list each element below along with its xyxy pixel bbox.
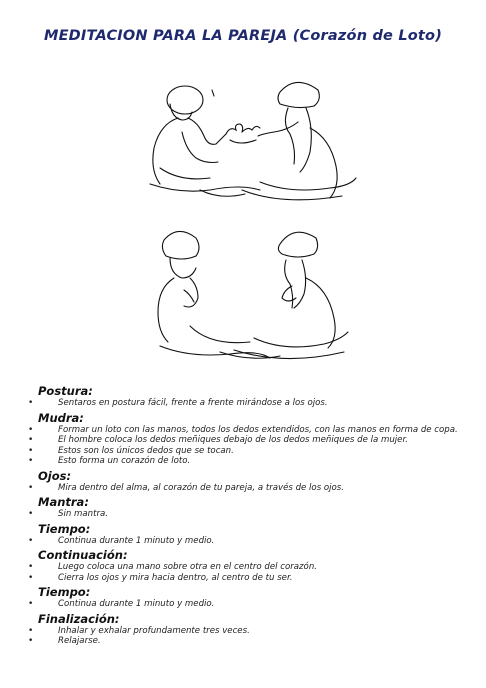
instructions: [28, 382, 468, 647]
section-heading: Continuación:: [38, 548, 128, 562]
section-continuacion: [28, 548, 468, 583]
section-heading: Finalización:: [38, 611, 120, 626]
section-mudra: [28, 411, 468, 467]
section-heading: Tiempo:: [38, 521, 91, 536]
list-item: • Relajarse.: [28, 636, 468, 647]
section-heading: Mantra:: [38, 495, 89, 509]
list-item: • Luego coloca una mano sobre otra en el centro del corazón.: [28, 562, 468, 573]
list-item: • Estos son los únicos dedos que se tocan.: [28, 446, 468, 457]
section-heading: Ojos:: [38, 468, 72, 483]
list-item: • Continua durante 1 minuto y medio.: [28, 599, 468, 610]
section-heading: Mudra:: [38, 410, 84, 425]
section-tiempo-2: [28, 585, 468, 610]
list-item: • Formar un loto con las manos, todos los dedos extendidos, con las manos en forma de copa.: [28, 425, 468, 436]
list-item: • Inhalar y exhalar profundamente tres veces.: [28, 626, 468, 637]
section-ojos: [28, 469, 468, 494]
list-item: • Continua durante 1 minuto y medio.: [28, 536, 468, 547]
list-item: • Sentaros en postura fácil, frente a frente mirándose a los ojos.: [28, 398, 468, 409]
heart-center-illustration: [130, 222, 370, 372]
list-item: • Esto forma un corazón de loto.: [28, 456, 468, 467]
lotus-mudra-illustration: [130, 72, 370, 212]
list-item: • Sin mantra.: [28, 509, 468, 520]
section-mantra: [28, 495, 468, 520]
section-finalizacion: [28, 612, 468, 647]
section-tiempo: [28, 522, 468, 547]
list-item: • El hombre coloca los dedos meñiques debajo de los dedos meñiques de la mujer.: [28, 435, 468, 446]
list-item: • Mira dentro del alma, al corazón de tu pareja, a través de los ojos.: [28, 483, 468, 494]
section-postura: [28, 384, 468, 409]
section-heading: Tiempo:: [38, 585, 91, 599]
page-title: MEDITACION PARA LA PAREJA (Corazón de Loto): [43, 28, 443, 44]
section-heading: Postura:: [38, 384, 93, 398]
list-item: • Cierra los ojos y mira hacia dentro, al centro de tu ser.: [28, 573, 468, 584]
